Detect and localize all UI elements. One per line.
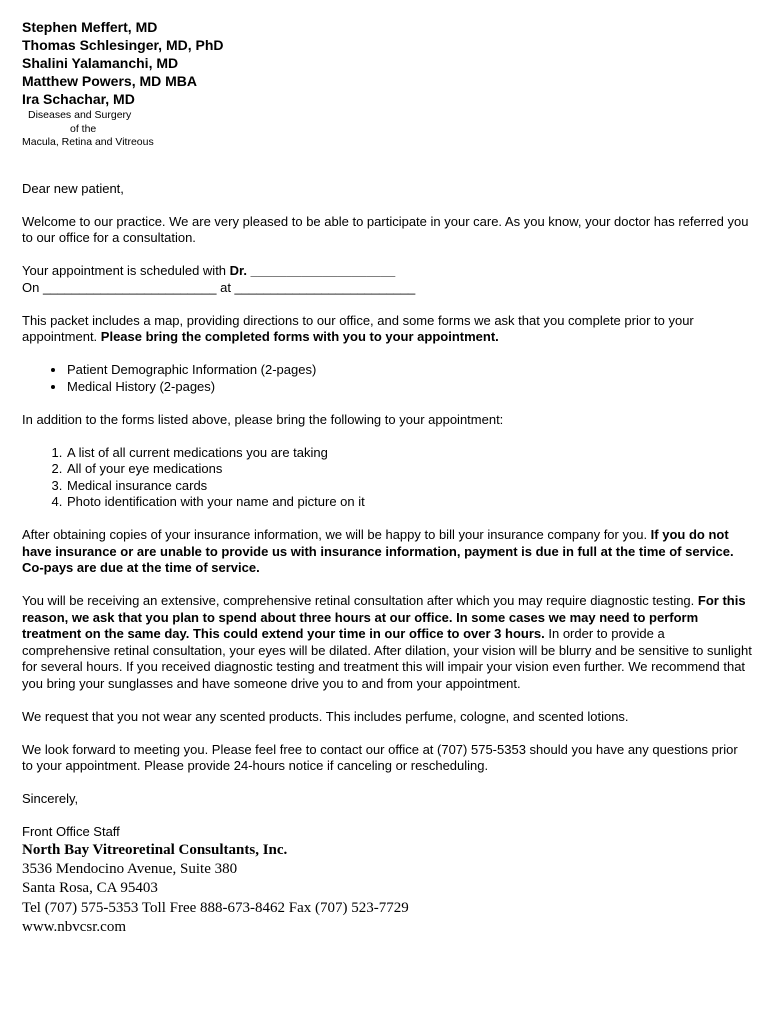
letter-page [22,18,752,938]
welcome-paragraph: Welcome to our practice. We are very pleased to be able to participate in your care. As you know, your doctor has referred you to our office for a consultation. [22,213,749,245]
specialty-line: Macula, Retina and Vitreous [22,136,154,148]
appointment-doctor-blank: Dr. ____________________ [229,263,396,278]
closing: Sincerely, [22,791,79,806]
bring-intro: In addition to the forms listed above, please bring the following to your appointment: [22,411,504,427]
website: www.nbvcsr.com [22,919,127,936]
specialty-line: Diseases and Surgery [28,109,132,121]
doctor-name: Matthew Powers, MD MBA [22,73,198,89]
forms-list [22,362,752,395]
list-item: 2. All of your eye medications [66,461,752,478]
consult-text-continued: In order to provide a comprehensive retinal consultation, your eyes will be dilated. After dilation, your vision will be blurry and be sensitive to sunlight for several hours. If you received diagnostic testing and treatment this will impair your vision even further. We recommend that you bring your sunglasses and have someone drive you to and from your appointment. [22,626,752,691]
insurance-text: After obtaining copies of your insurance information, we will be happy to bill your insurance company for you. [22,527,651,542]
phone-line: Tel (707) 575-5353 Toll Free 888-673-8462 Fax (707) 523-7729 [22,899,409,916]
bring-list [22,445,752,511]
packet-paragraph [22,313,752,346]
specialty-line: of the [70,122,97,135]
packet-bold-text: Please bring the completed forms with you to your appointment. [100,329,499,344]
scent-paragraph: We request that you not wear any scented products. This includes perfume, cologne, and scented lotions. [22,708,629,724]
signature-staff: Front Office Staff [22,824,120,839]
appointment-date-time-blank: On ________________________ at _________________________ [22,279,416,295]
contact-paragraph: We look forward to meeting you. Please feel free to contact our office at (707) 575-5353 should you have any questions prior to your appointment. Please provide 24-hours notice if canceling or rescheduling. [22,741,738,773]
list-item: • Medical History (2-pages) [66,379,752,396]
doctor-name: Stephen Meffert, MD [22,19,158,35]
address-line: Santa Rosa, CA 95403 [22,880,158,897]
doctor-name: Ira Schachar, MD [22,91,135,107]
list-item: • Patient Demographic Information (2-pages) [66,362,752,379]
greeting: Dear new patient, [22,180,124,196]
letter-body [22,181,752,841]
list-item: 4. Photo identification with your name and picture on it [66,494,752,511]
list-item: 3. Medical insurance cards [66,478,752,495]
list-item: 1. A list of all current medications you are taking [66,445,752,462]
doctor-list [22,18,752,108]
consult-text: You will be receiving an extensive, comprehensive retinal consultation after which you may require diagnostic testing. [22,593,698,608]
organization-name: North Bay Vitreoretinal Consultants, Inc. [22,841,288,858]
practice-footer [22,841,752,938]
consult-bold-text: For this reason, we ask that you plan to spend about three hours at our office. In some cases we may need to perform treatment on the same day. This could extend your time in our office to over 3 hours. [22,593,746,641]
consultation-paragraph [22,593,752,692]
doctor-name: Thomas Schlesinger, MD, PhD [22,37,224,53]
appointment-paragraph [22,263,752,296]
address-line: 3536 Mendocino Avenue, Suite 380 [22,860,238,877]
practice-specialty [22,109,752,150]
insurance-bold-text: If you do not have insurance or are unable to provide us with insurance information, payment is due in full at the time of service. Co-pays are due at the time of service. [22,527,734,575]
appointment-prefix: Your appointment is scheduled with [22,263,230,278]
insurance-paragraph [22,527,752,577]
doctor-name: Shalini Yalamanchi, MD [22,55,179,71]
packet-text: This packet includes a map, providing directions to our office, and some forms we ask that you complete prior to your appointment. [22,312,694,344]
